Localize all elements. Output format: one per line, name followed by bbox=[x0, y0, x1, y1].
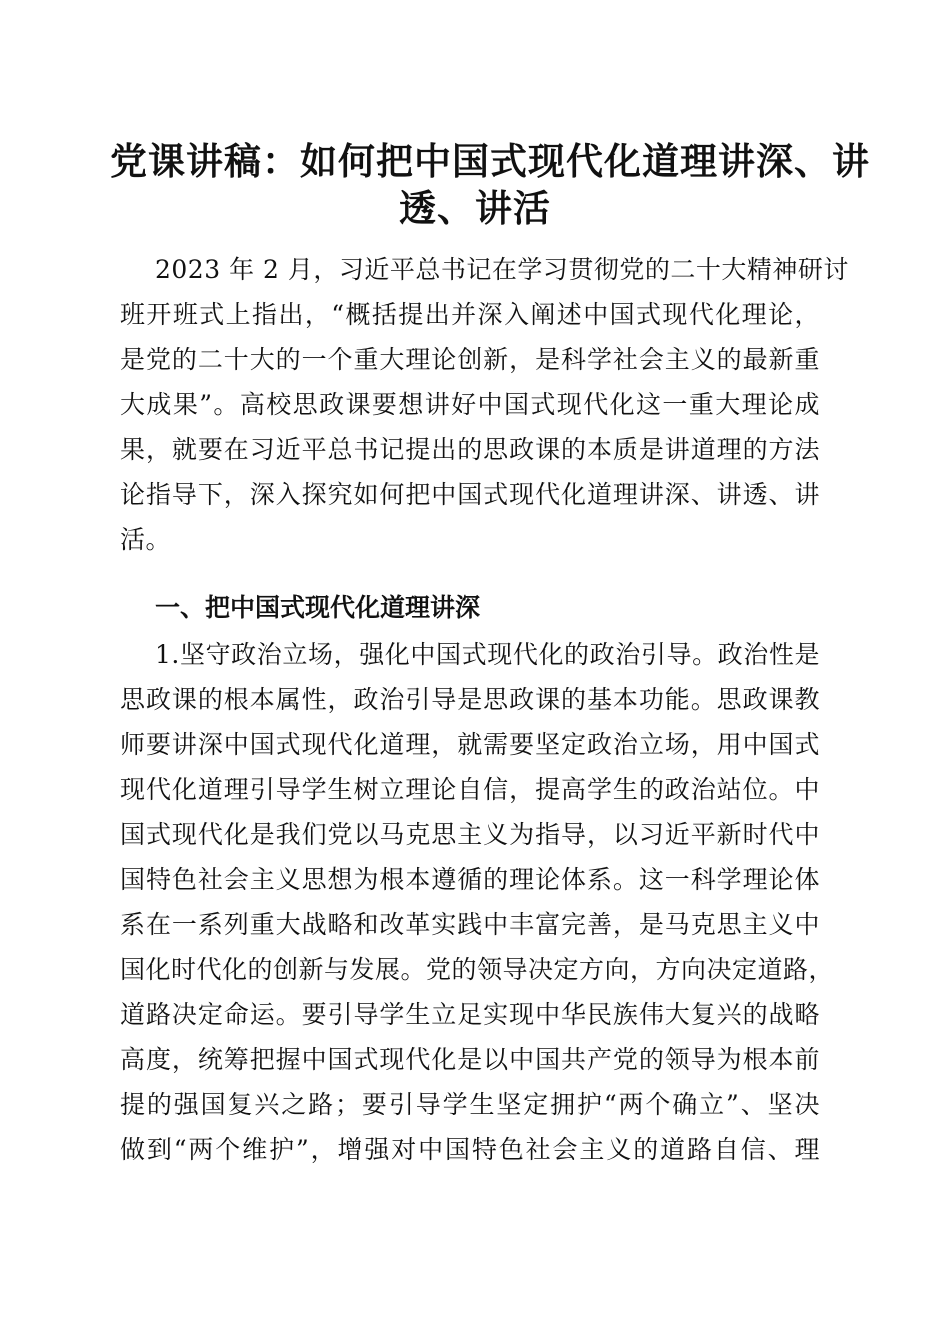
paragraph-line: 国式现代化是我们党以马克思主义为指导，以习近平新时代中 bbox=[120, 820, 820, 849]
intro-line: 论指导下，深入探究如何把中国式现代化道理讲深、讲透、讲 bbox=[120, 480, 820, 509]
paragraph-line: 1.坚守政治立场，强化中国式现代化的政治引导。政治性是 bbox=[155, 640, 820, 669]
paragraph-line: 国化时代化的创新与发展。党的领导决定方向，方向决定道路， bbox=[120, 955, 835, 984]
paragraph-line: 提的强国复兴之路；要引导学生坚定拥护“两个确立”、坚决 bbox=[120, 1090, 820, 1119]
intro-line: 果，就要在习近平总书记提出的思政课的本质是讲道理的方法 bbox=[120, 435, 820, 464]
intro-line: 是党的二十大的一个重大理论创新，是科学社会主义的最新重 bbox=[120, 345, 820, 374]
section-heading: 一、把中国式现代化道理讲深 bbox=[155, 593, 481, 622]
intro-line: 活。 bbox=[120, 525, 172, 554]
paragraph-line: 思政课的根本属性，政治引导是思政课的基本功能。思政课教 bbox=[120, 685, 820, 714]
paragraph-line: 师要讲深中国式现代化道理，就需要坚定政治立场，用中国式 bbox=[120, 730, 820, 759]
document-title-line-2: 透、讲活 bbox=[399, 186, 551, 230]
document-title-line-1: 党课讲稿：如何把中国式现代化道理讲深、讲 bbox=[110, 139, 870, 183]
intro-line: 班开班式上指出，“概括提出并深入阐述中国式现代化理论， bbox=[120, 300, 820, 329]
paragraph-line: 高度，统筹把握中国式现代化是以中国共产党的领导为根本前 bbox=[120, 1045, 820, 1074]
paragraph-line: 系在一系列重大战略和改革实践中丰富完善，是马克思主义中 bbox=[120, 910, 820, 939]
intro-line: 2023 年 2 月，习近平总书记在学习贯彻党的二十大精神研讨 bbox=[155, 255, 849, 284]
intro-line: 大成果”。高校思政课要想讲好中国式现代化这一重大理论成 bbox=[120, 390, 820, 419]
paragraph-line: 做到“两个维护”，增强对中国特色社会主义的道路自信、理 bbox=[120, 1135, 820, 1164]
paragraph-line: 道路决定命运。要引导学生立足实现中华民族伟大复兴的战略 bbox=[120, 1000, 820, 1029]
paragraph-line: 国特色社会主义思想为根本遵循的理论体系。这一科学理论体 bbox=[120, 865, 820, 894]
paragraph-line: 现代化道理引导学生树立理论自信，提高学生的政治站位。中 bbox=[120, 775, 820, 804]
